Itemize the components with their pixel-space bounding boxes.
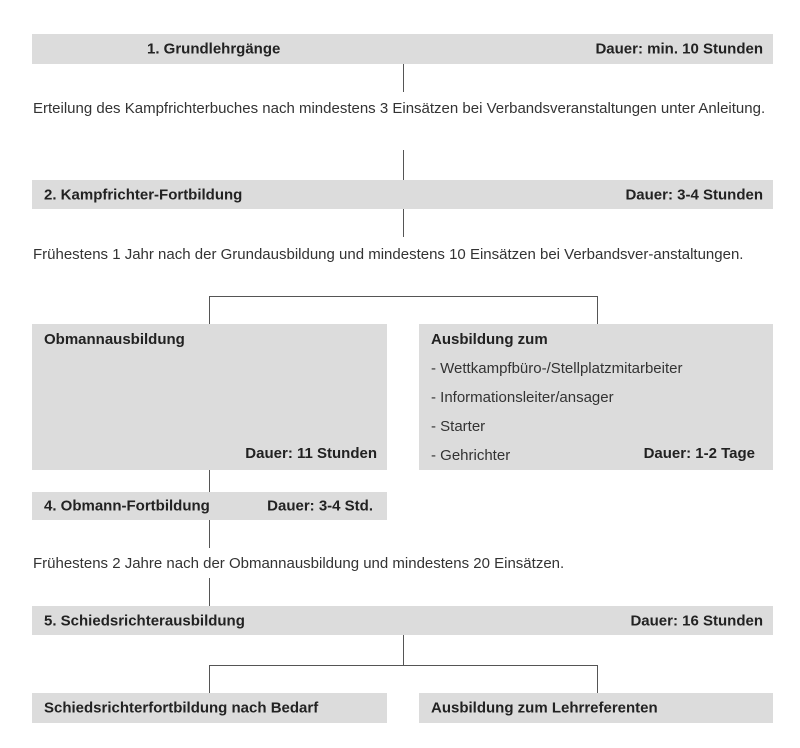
- text-obmann-voraussetzung: Frühestens 2 Jahre nach der Obmannausbildung und mindestens 20 Einsätzen.: [33, 555, 565, 572]
- step4-duration: Dauer: 3-4 Std.: [267, 497, 373, 515]
- text-kampfrichterbuch: Erteilung des Kampfrichterbuches nach mindestens 3 Einsätzen bei Verbandsveranstaltungen unter Anleitung.: [33, 100, 766, 117]
- step5-title: 5. Schiedsrichterausbildung: [44, 612, 245, 629]
- step2-title: 2. Kampfrichter-Fortbildung: [44, 186, 243, 203]
- connector-4: [209, 470, 210, 492]
- step2-bar: [32, 180, 773, 209]
- ausbildung-zum-title: Ausbildung zum: [431, 331, 548, 348]
- connector-3: [403, 209, 404, 237]
- connector-1: [403, 64, 404, 92]
- ausbildung-item-wettkampfbuero: - Wettkampfbüro-/Stellplatzmitarbeiter: [431, 360, 683, 377]
- obmannausbildung-title: Obmannausbildung: [44, 331, 185, 348]
- branch-top-left: [209, 296, 210, 324]
- step5-bar: [32, 606, 773, 635]
- obmannausbildung-box: [32, 324, 387, 470]
- branch-bottom-right: [597, 665, 598, 693]
- text-fortbildung-voraussetzung: Frühestens 1 Jahr nach der Grundausbildung und mindestens 10 Einsätzen bei Verbandsver-anstaltungen.: [33, 246, 744, 263]
- schiedsrichterfortbildung-title: Schiedsrichterfortbildung nach Bedarf: [44, 699, 319, 717]
- step1-duration: Dauer: min. 10 Stunden: [595, 40, 763, 58]
- connector-7: [403, 635, 404, 665]
- step5-duration: Dauer: 16 Stunden: [630, 612, 763, 629]
- branch-bottom-horizontal: [209, 665, 598, 666]
- step4-bar: [32, 492, 387, 520]
- step2-duration: Dauer: 3-4 Stunden: [625, 186, 763, 203]
- connector-5: [209, 520, 210, 548]
- schiedsrichterfortbildung-bar: [32, 693, 387, 723]
- ausbildung-item-starter: - Starter: [431, 418, 486, 435]
- step4-title: 4. Obmann-Fortbildung: [44, 497, 210, 515]
- branch-top-right: [597, 296, 598, 324]
- step1-title: 1. Grundlehrgänge: [147, 40, 281, 58]
- lehrreferent-bar: [419, 693, 773, 723]
- obmannausbildung-duration: Dauer: 11 Stunden: [245, 445, 377, 462]
- ausbildung-zum-duration: Dauer: 1-2 Tage: [643, 445, 755, 462]
- ausbildung-item-gehrichter: - Gehrichter: [431, 447, 511, 464]
- ausbildung-zum-box: [419, 324, 773, 470]
- connector-2: [403, 150, 404, 180]
- ausbildung-item-informationsleiter: - Informationsleiter/ansager: [431, 389, 614, 406]
- step1-bar: [32, 34, 773, 64]
- branch-bottom-left: [209, 665, 210, 693]
- connector-6: [209, 578, 210, 606]
- branch-top-horizontal: [209, 296, 598, 297]
- lehrreferent-title: Ausbildung zum Lehrreferenten: [431, 699, 658, 717]
